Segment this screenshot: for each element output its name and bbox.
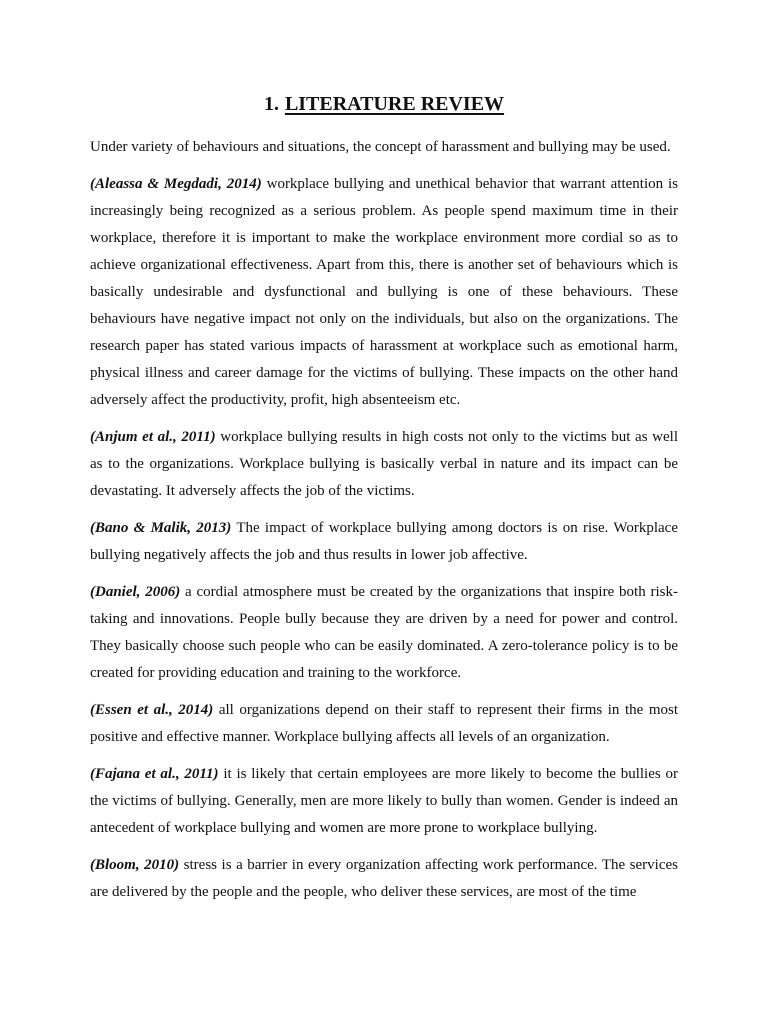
paragraph-text: all organizations depend on their staff to represent their firms in the most positive and effective manner. Workplace bullying affects all levels of an organization.: [90, 702, 679, 745]
review-paragraph-aleassa: [90, 171, 678, 414]
citation: (Bloom, 2010): [90, 857, 180, 873]
review-paragraph-fajana: [90, 761, 678, 842]
review-paragraph-daniel: [90, 579, 678, 687]
review-paragraph-bloom: [90, 852, 678, 906]
section-number: 1.: [263, 93, 279, 115]
citation: (Anjum et al., 2011): [90, 429, 216, 445]
section-heading: [90, 90, 678, 118]
intro-paragraph: [90, 134, 678, 161]
citation: (Daniel, 2006): [90, 584, 181, 600]
paragraph-text: The impact of workplace bullying among doctors is on rise. Workplace bullying negatively affects the job and thus results in lower job affective.: [90, 520, 678, 563]
paragraph-text: stress is a barrier in every organization affecting work performance. The services are delivered by the people and the people, who deliver these services, are most of the time: [90, 857, 678, 900]
review-paragraph-essen: [90, 697, 678, 751]
review-paragraph-anjum: [90, 424, 678, 505]
citation: (Essen et al., 2014): [90, 702, 214, 718]
paragraph-text: workplace bullying and unethical behavior that warrant attention is increasingly being recognized as a serious problem. As people spend maximum time in their workplace, therefore it is important to make the workplace environment more cordial so as to achieve organizational effectiveness. Apart from this, there is another set of behaviours which is basically undesirable and dysfunctional and bullying is one of these behaviours. These behaviours have negative impact not only on the individuals, but also on the organizations. The research paper has stated various impacts of harassment at workplace such as emotional harm, physical illness and career damage for the victims of bullying. These impacts on the other hand adversely affect the productivity, profit, high absenteeism etc.: [90, 176, 679, 408]
paragraph-text: Under variety of behaviours and situations, the concept of harassment and bullying may be used.: [90, 139, 671, 155]
review-paragraph-bano: [90, 515, 678, 569]
citation: (Aleassa & Megdadi, 2014): [90, 176, 262, 192]
section-title: LITERATURE REVIEW: [284, 93, 505, 115]
paragraph-text: workplace bullying results in high costs not only to the victims but as well as to the organizations. Workplace bullying is basically verbal in nature and its impact can be devastating. It adversely affects the job of the victims.: [90, 429, 679, 499]
paragraph-text: a cordial atmosphere must be created by the organizations that inspire both risk-taking and innovations. People bully because they are driven by a need for power and control. They basically choose such people who can be easily dominated. A zero-tolerance policy is to be created for providing education and training to the workforce.: [90, 584, 678, 681]
citation: (Bano & Malik, 2013): [90, 520, 232, 536]
paragraph-text: it is likely that certain employees are more likely to become the bullies or the victims of bullying. Generally, men are more likely to bully than women. Gender is indeed an antecedent of workplace bullying and women are more prone to workplace bullying.: [90, 766, 679, 836]
citation: (Fajana et al., 2011): [90, 766, 219, 782]
